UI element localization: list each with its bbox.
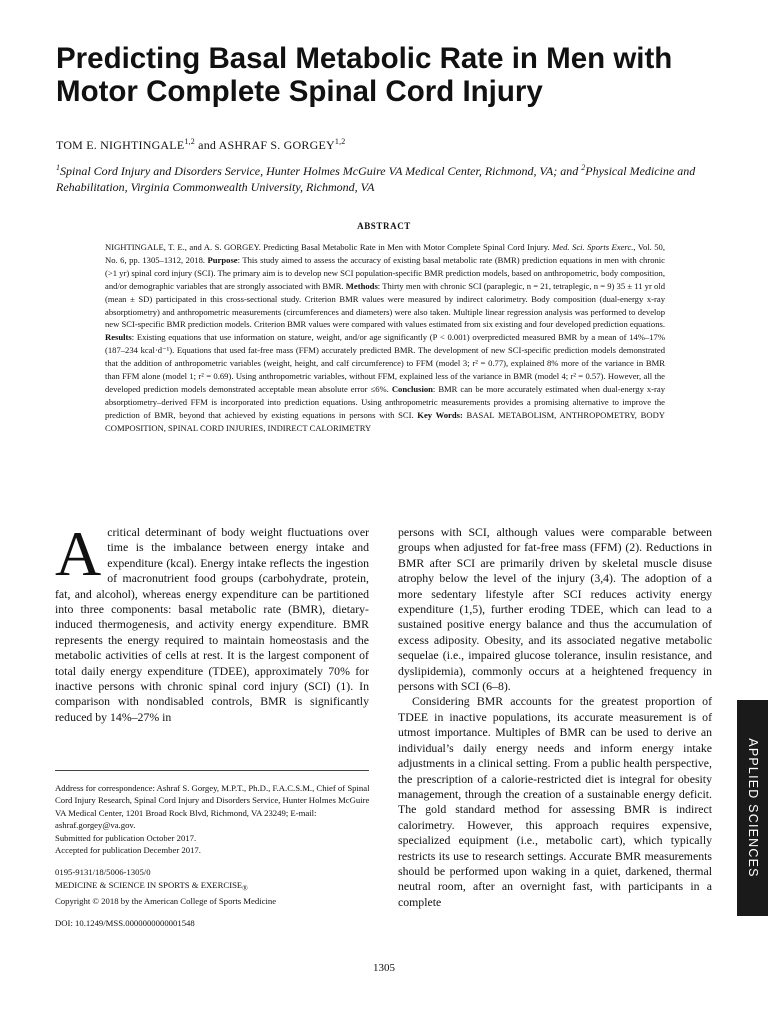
abstract-body (105, 241, 665, 435)
abstract-keywords: BASAL METABOLISM, ANTHROPOMETRY, BODY COMPOSITION, SPINAL CORD INJURIES, INDIRECT CALORIMETRY (105, 409, 665, 433)
copyright-line: Copyright © 2018 by the American College of Sports Medicine (55, 895, 277, 906)
author-affiliation-sup: 1,2 (334, 137, 346, 146)
abstract-volume: , Vol. 50, No. 6, pp. 1305–1312, 2018. (105, 242, 666, 265)
registered-mark: ® (242, 884, 248, 893)
abstract-conclusion: : BMR can be more accurately estimated when dual-energy x-ray absorptiometry–derived FFM is incorporated into prediction equations. Using anthropometric measurements provides a promising alternative to improve the prediction of BMR, beyond that achieved by existing equations in persons with SCI. (105, 383, 666, 420)
affiliation-sup: 2 (581, 163, 586, 172)
accepted-note: Accepted for publication December 2017. (55, 845, 201, 856)
journal-line (55, 879, 375, 895)
author-join: and (194, 138, 219, 152)
abstract-citation: NIGHTINGALE, T. E., and A. S. GORGEY. Predicting Basal Metabolic Rate in Men with Motor Complete Spinal Cord Injury. (105, 242, 553, 252)
abstract-purpose: : This study aimed to assess the accuracy of existing basal metabolic rate (BMR) prediction equations in men with chronic (>1 yr) spinal cord injury (SCI). The primary aim is to develop new SCI population-specific BMR prediction models, based on anthropometric, body composition, and/or demographic variables that are strongly associated with BMR. (105, 254, 665, 291)
body-paragraph: Considering BMR accounts for the greatest proportion of TDEE in inactive populations, its accurate measurement is of utmost importance. Multiples of BMR can be used to derive an individual’s daily energy needs and inform energy intake adjustments in a clinical setting. From a public health perspective, the prescription of a calorie-restricted diet is integral for obesity management, through the creation of a sustainable energy deficit. The gold standard method for assessing BMR is indirect calorimetry. However, this approach requires expensive, specialized equipment (i.e., metabolic cart), which typically restricts its use to research settings. Accurate BMR measurements should be performed upon waking in a quiet, darkened, thermal neutral room, after an overnight fast, with participants in a complete (398, 694, 712, 909)
body-column-left (55, 518, 369, 725)
doi-line: DOI: 10.1249/MSS.0000000000001548 (55, 918, 195, 929)
footnote-divider (55, 770, 369, 771)
body-paragraph (55, 518, 369, 725)
section-sidebar-tab (737, 700, 768, 916)
abstract-purpose-label: Purpose (207, 254, 238, 265)
page-number: 1305 (373, 962, 395, 974)
author-list (56, 137, 345, 153)
section-label: APPLIED SCIENCES (745, 738, 760, 878)
footnotes (55, 782, 375, 930)
body-paragraph-text: critical determinant of body weight fluctuations over time is the imbalance between energy intake and expenditure (kcal). Energy intake reflects the ingestion of macronutrient food groups (carbohydrate, protein, fat, and alcohol), whereas energy expenditure can be partitioned into three components: basal metabolic rate (BMR), dietary-induced thermogenesis, and activity energy expenditure. BMR represents the energy required to maintain homeostasis and the metabolic activities of cells at rest. It is the largest component of total daily energy expenditure (TDEE), approximately 70% for inactive persons with chronic spinal cord injury (SCI) (1). In comparison with nondisabled controls, BMR is significantly reduced by 14%–27% in (55, 525, 369, 724)
affiliations (56, 160, 716, 195)
article-title: Predicting Basal Metabolic Rate in Men with Motor Complete Spinal Cord Injury (56, 42, 673, 108)
body-column-right (398, 525, 712, 910)
abstract-results-label: Results (105, 332, 132, 343)
author-affiliation-sup: 1,2 (184, 137, 195, 146)
abstract-conclusion-label: Conclusion (391, 383, 433, 394)
correspondence-note: Address for correspondence: Ashraf S. Gorgey, M.P.T., Ph.D., F.A.C.S.M., Chief of Spinal Cord Injury Research, Spinal Cord Injury and Disorders Service, Hunter Holmes McGuire VA Medical Center, 1201 Broad Rock Blvd, Richmond, VA 23249; E-mail: ashraf.gorgey@va.gov. (55, 783, 370, 831)
affiliation-text: Spinal Cord Injury and Disorders Service, Hunter Holmes McGuire VA Medical Center, Richmond, VA; and (60, 164, 582, 178)
abstract-results: : Existing equations that use information on stature, weight, and/or age significantly (P < 0.001) overpredicted measured BMR by a mean of 14%–17% (187–234 kcal·d⁻¹). Equations that used fat-free mass (FFM) accurately predicted BMR. The development of new SCI-specific prediction models demonstrated that the addition of anthropometric variables (weight, height, and calf circumference) to FFM (model 3; r² = 0.77), explained 8% more of the variance in BMR than FFM alone (model 1; r² = 0.69). Using anthropometric variables, without FFM, explained less of the variance in BMR (model 4; r² = 0.57). However, all the developed prediction models demonstrated acceptable mean absolute error ≤6%. (105, 332, 665, 394)
affiliation-text: Physical Medicine and Rehabilitation, Virginia Commonwealth University, Richmond, VA (56, 164, 696, 194)
abstract-keywords-label: Key Words: (417, 409, 463, 420)
abstract-journal: Med. Sci. Sports Exerc. (552, 242, 634, 252)
journal-name: MEDICINE & SCIENCE IN SPORTS & EXERCISE (55, 879, 243, 890)
body-paragraph: persons with SCI, although values were comparable between groups when adjusted for fat-free mass (FFM) (2). Reductions in BMR after SCI are primarily driven by skeletal muscle disuse atrophy below the level of the injury (3,4). The adoption of a more sedentary lifestyle after SCI reduces activity energy expenditure (1,5), further eroding TDEE, which can lead to a sustained positive energy balance and thus the accumulation of excess adiposity. Obesity, and its associated negative metabolic sequelae (i.e., impaired glucose tolerance, insulin resistance, and dyslipidemia), commonly occurs at a heightened frequency in persons with SCI (6–8). (398, 525, 712, 694)
abstract-methods: : Thirty men with chronic SCI (paraplegic, n = 21, tetraplegic, n = 9) 35 ± 11 yr old (mean ± SD) participated in this cross-sectional study. Criterion BMR values were measured by indirect calorimetry. Body composition (dual-energy x-ray absorptiometry) and anthropometric measurements (circumferences and diameters) were also taken. Multiple linear regression analysis was performed to develop new SCI-specific BMR prediction models. Criterion BMR values were compared with values estimated from six existing and four developed prediction equations. (105, 280, 665, 330)
issn-line: 0195-9131/18/5006-1305/0 (55, 867, 151, 878)
abstract-methods-label: Methods (345, 280, 378, 291)
author-name: ASHRAF S. GORGEY (218, 138, 335, 152)
abstract-heading: ABSTRACT (357, 221, 411, 231)
drop-cap: A (55, 518, 102, 589)
affiliation-sup: 1 (56, 163, 60, 172)
author-name: TOM E. NIGHTINGALE (56, 138, 185, 152)
submitted-note: Submitted for publication October 2017. (55, 832, 197, 843)
